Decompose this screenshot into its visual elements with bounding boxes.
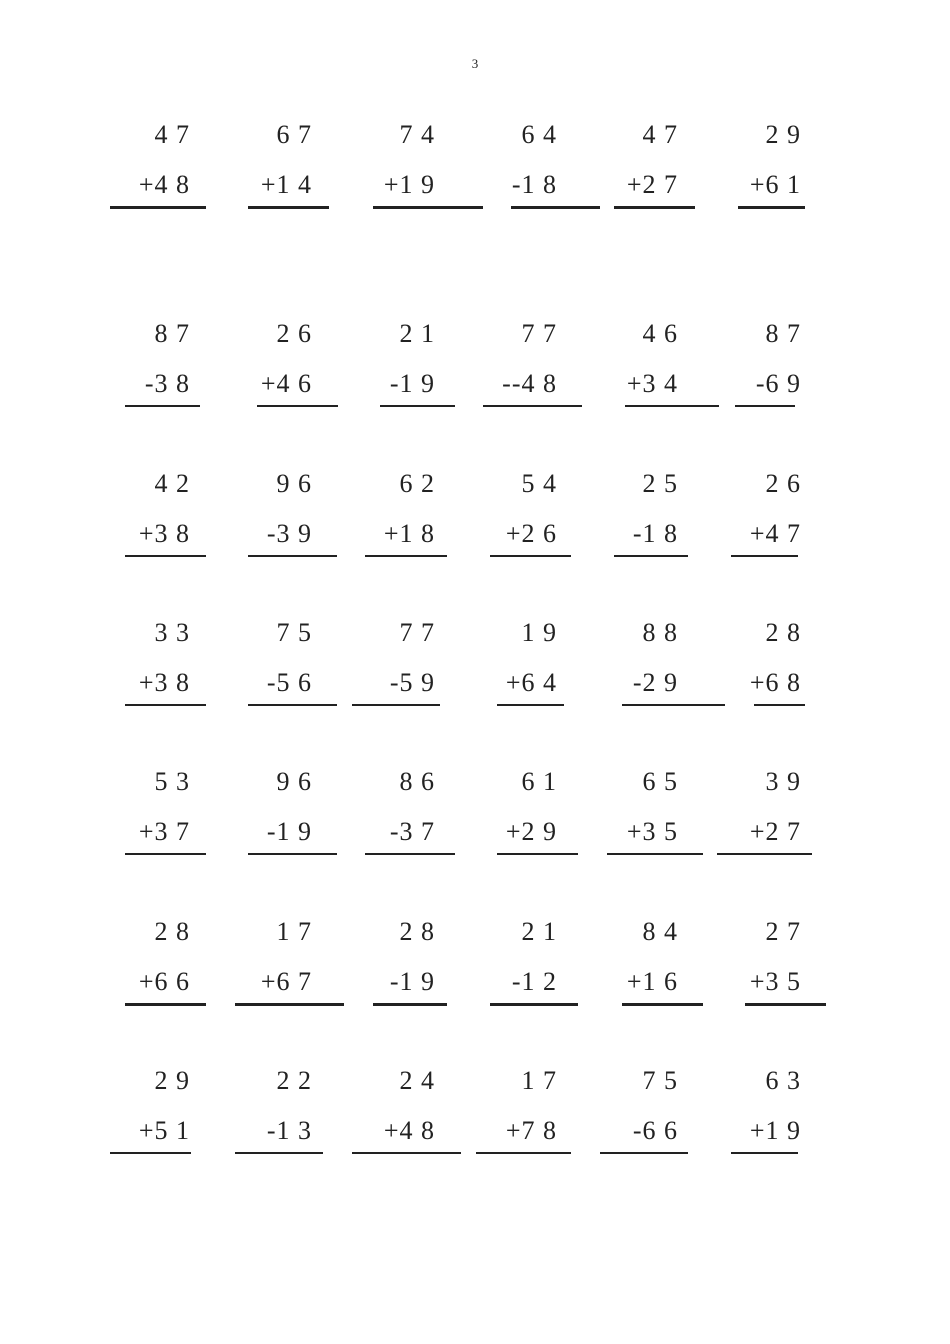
top-number: 4 6 [642,319,678,348]
answer-line [511,206,600,209]
top-number: 4 7 [154,120,190,149]
answer-line [622,704,725,706]
top-number: 7 5 [642,1066,678,1095]
answer-line [125,853,206,855]
bottom-operand: +5 1 [138,1116,190,1145]
bottom-operand: +4 6 [260,369,312,398]
page-number: 3 [471,56,479,71]
top-number: 2 4 [399,1066,435,1095]
bottom-operand: +3 8 [138,519,190,548]
top-number: 2 8 [399,917,435,946]
answer-line [248,206,329,209]
answer-line [125,704,206,706]
bottom-operand: -3 7 [389,817,435,846]
answer-line [731,1152,798,1154]
answer-line [125,405,200,407]
top-number: 2 1 [399,319,435,348]
top-number: 7 4 [399,120,435,149]
answer-line [248,853,337,855]
bottom-operand: +4 8 [383,1116,435,1145]
answer-line [248,555,337,557]
top-number: 6 2 [399,469,435,498]
bottom-operand: +7 8 [505,1116,557,1145]
bottom-operand: +6 8 [749,668,801,697]
bottom-operand: +2 9 [505,817,557,846]
bottom-operand: -2 9 [632,668,678,697]
top-number: 9 6 [276,767,312,796]
answer-line [614,555,688,557]
top-number: 8 7 [154,319,190,348]
answer-line [600,1152,688,1154]
bottom-operand: +1 4 [260,170,312,199]
top-number: 7 7 [521,319,557,348]
answer-line [235,1152,323,1154]
answer-line [483,405,582,407]
answer-line [497,853,578,855]
top-number: 8 6 [399,767,435,796]
bottom-operand: -1 8 [632,519,678,548]
bottom-operand: -5 6 [266,668,312,697]
bottom-operand: -1 2 [511,967,557,996]
top-number: 6 4 [521,120,557,149]
top-number: 5 4 [521,469,557,498]
bottom-operand: +4 7 [749,519,801,548]
bottom-operand: --4 8 [502,369,557,398]
answer-line [235,1003,344,1006]
answer-line [352,704,440,706]
top-number: 2 9 [154,1066,190,1095]
bottom-operand: +1 9 [749,1116,801,1145]
answer-line [373,1003,447,1006]
bottom-operand: -3 9 [266,519,312,548]
top-number: 8 7 [765,319,801,348]
top-number: 2 9 [765,120,801,149]
top-number: 4 2 [154,469,190,498]
answer-line [735,405,795,407]
top-number: 3 9 [765,767,801,796]
answer-line [248,704,337,706]
bottom-operand: +6 6 [138,967,190,996]
answer-line [365,555,447,557]
top-number: 2 6 [765,469,801,498]
bottom-operand: +3 8 [138,668,190,697]
top-number: 6 1 [521,767,557,796]
top-number: 3 3 [154,618,190,647]
bottom-operand: -1 9 [389,967,435,996]
answer-line [754,704,805,706]
bottom-operand: +6 1 [749,170,801,199]
answer-line [110,1152,191,1154]
top-number: 2 6 [276,319,312,348]
top-number: 8 8 [642,618,678,647]
answer-line [365,853,455,855]
top-number: 2 8 [765,618,801,647]
answer-line [614,206,695,209]
bottom-operand: -1 9 [389,369,435,398]
top-number: 2 5 [642,469,678,498]
bottom-operand: +4 8 [138,170,190,199]
answer-line [490,555,571,557]
bottom-operand: -1 9 [266,817,312,846]
answer-line [490,1003,578,1006]
bottom-operand: -6 9 [755,369,801,398]
bottom-operand: +6 4 [505,668,557,697]
bottom-operand: +6 7 [260,967,312,996]
top-number: 7 7 [399,618,435,647]
top-number: 1 7 [521,1066,557,1095]
answer-line [352,1152,461,1154]
bottom-operand: +2 7 [626,170,678,199]
answer-line [625,405,719,407]
answer-line [622,1003,703,1006]
bottom-operand: -5 9 [389,668,435,697]
bottom-operand: +2 7 [749,817,801,846]
answer-line [717,853,812,855]
answer-line [745,1003,826,1006]
answer-line [497,704,564,706]
bottom-operand: -1 8 [511,170,557,199]
bottom-operand: -6 6 [632,1116,678,1145]
top-number: 1 7 [276,917,312,946]
answer-line [476,1152,571,1154]
answer-line [373,206,483,209]
top-number: 6 7 [276,120,312,149]
answer-line [380,405,455,407]
bottom-operand: +1 8 [383,519,435,548]
top-number: 2 2 [276,1066,312,1095]
top-number: 2 7 [765,917,801,946]
answer-line [125,1003,206,1006]
bottom-operand: +3 4 [626,369,678,398]
top-number: 1 9 [521,618,557,647]
bottom-operand: -3 8 [144,369,190,398]
top-number: 7 5 [276,618,312,647]
top-number: 9 6 [276,469,312,498]
bottom-operand: +1 6 [626,967,678,996]
top-number: 5 3 [154,767,190,796]
answer-line [607,853,703,855]
bottom-operand: +3 5 [626,817,678,846]
bottom-operand: +2 6 [505,519,557,548]
answer-line [110,206,206,209]
answer-line [257,405,338,407]
bottom-operand: -1 3 [266,1116,312,1145]
top-number: 6 5 [642,767,678,796]
bottom-operand: +3 5 [749,967,801,996]
bottom-operand: +3 7 [138,817,190,846]
answer-line [731,555,798,557]
top-number: 6 3 [765,1066,801,1095]
top-number: 2 8 [154,917,190,946]
top-number: 4 7 [642,120,678,149]
answer-line [738,206,805,209]
top-number: 2 1 [521,917,557,946]
top-number: 8 4 [642,917,678,946]
answer-line [125,555,206,557]
bottom-operand: +1 9 [383,170,435,199]
